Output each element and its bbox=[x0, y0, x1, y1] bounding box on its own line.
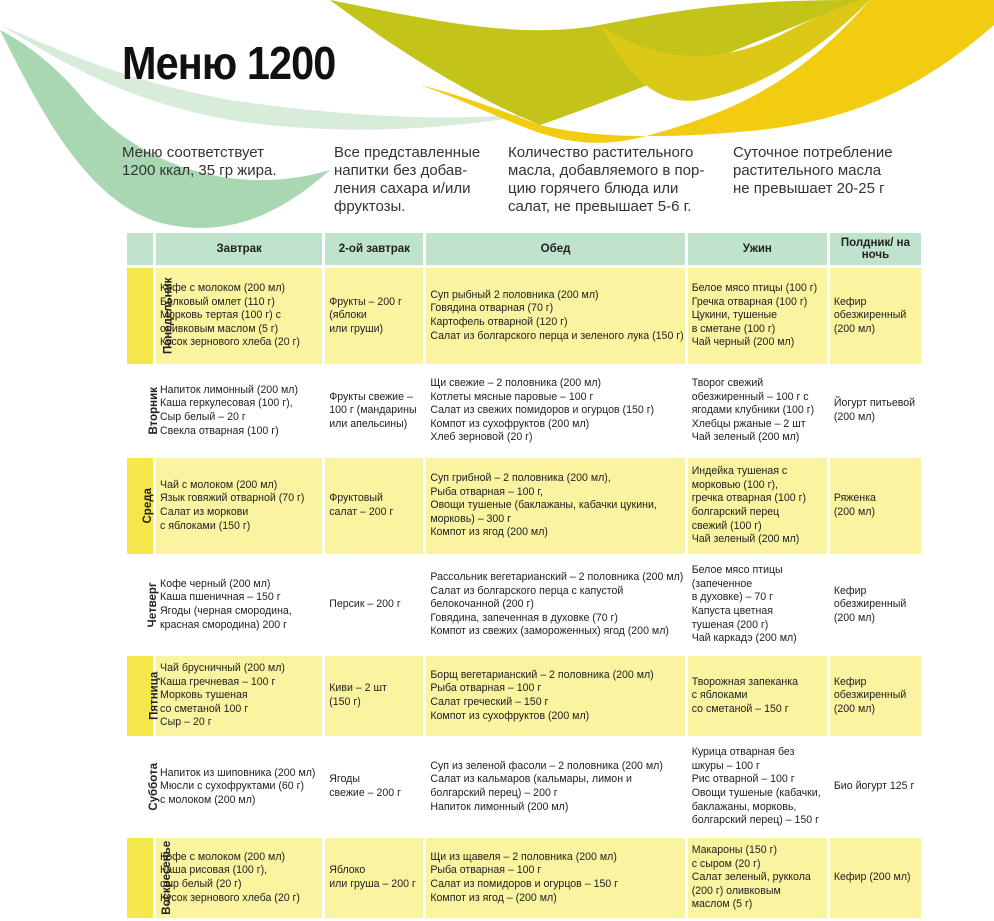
menu-item-line: Суп рыбный 2 половника (200 мл) bbox=[430, 288, 599, 301]
menu-item-line: Каша геркулесовая (100 г), bbox=[160, 397, 293, 410]
menu-item-line: Язык говяжий отварной (70 г) bbox=[160, 492, 305, 505]
menu-item-line: Ягоды (черная смородина, bbox=[160, 605, 292, 617]
dinner-cell bbox=[688, 458, 827, 554]
menu-item-line: болгарский перец) – 200 г bbox=[430, 787, 558, 799]
menu-item-line: обезжиренный bbox=[833, 598, 907, 611]
menu-item-line: Рыба отварная – 100 г bbox=[430, 682, 542, 695]
second-breakfast-cell bbox=[325, 367, 423, 455]
menu-item-line: сыр белый (20 г) bbox=[160, 878, 242, 890]
menu-item-line: или груши) bbox=[329, 322, 384, 335]
lunch-cell bbox=[426, 367, 684, 455]
menu-item-line: Ряженка bbox=[833, 492, 876, 505]
menu-item-line: белокочанной (200 г) bbox=[430, 598, 534, 611]
table-header-row bbox=[127, 233, 921, 265]
lunch-cell bbox=[426, 656, 684, 736]
snack-cell bbox=[830, 739, 921, 835]
menu-item-line: Кофе с молоком (200 мл) bbox=[160, 282, 286, 295]
menu-item-line: Напиток лимонный (200 мл) bbox=[160, 383, 299, 396]
note-oil-daily: Суточное потребление растительного масла не превышает 20-25 г bbox=[733, 144, 893, 197]
menu-item-line: Кусок зернового хлеба (20 г) bbox=[160, 891, 300, 904]
table-row bbox=[127, 838, 921, 918]
header-breakfast: Завтрак bbox=[156, 233, 322, 265]
menu-item-line: красная смородина) 200 г bbox=[160, 618, 287, 631]
menu-item-line: морковь) – 300 г bbox=[430, 512, 512, 525]
menu-item-line: Салат греческий – 150 г bbox=[430, 696, 549, 708]
menu-item-line: Чай брусничный (200 мл) bbox=[160, 662, 285, 675]
lunch-cell bbox=[426, 838, 684, 918]
menu-item-line: Рассольник вегетарианский – 2 половника (200 мл) bbox=[430, 571, 684, 584]
menu-item-line: (200 мл) bbox=[833, 411, 875, 423]
menu-item-line: Белковый омлет (110 г) bbox=[160, 295, 275, 308]
menu-item-line: Гречка отварная (100 г) bbox=[691, 295, 808, 308]
second-breakfast-cell bbox=[325, 838, 423, 918]
menu-item-line: Кефир bbox=[833, 584, 867, 597]
day-label-cell bbox=[127, 557, 159, 653]
menu-item-line: баклажаны, морковь, bbox=[691, 800, 797, 813]
menu-item-line: шкуры – 100 г bbox=[691, 759, 760, 772]
header-dinner: Ужин bbox=[688, 233, 827, 265]
menu-item-line: Чай зеленый (200 мл) bbox=[691, 533, 800, 546]
menu-item-line: Чай с молоком (200 мл) bbox=[160, 478, 278, 491]
menu-item-line: Каша пшеничная – 150 г bbox=[160, 591, 281, 604]
menu-item-line: Белое мясо птицы (100 г) bbox=[691, 282, 818, 295]
menu-item-line: со сметаной 100 г bbox=[160, 702, 249, 715]
second-breakfast-cell bbox=[325, 268, 423, 364]
menu-item-line: Чай черный (200 мл) bbox=[691, 336, 795, 349]
lunch-cell bbox=[426, 739, 684, 835]
menu-item-line: Кефир bbox=[833, 295, 867, 308]
note-oil-portion: Количество растительного масла, добавляемого в пор- цию горячего блюда или салат, не превышает 5-6 г. bbox=[508, 144, 705, 215]
menu-item-line: Фрукты свежие – bbox=[329, 390, 413, 403]
menu-item-line: Салат из свежих помидоров и огурцов (150 г) bbox=[430, 404, 655, 417]
dinner-cell bbox=[688, 367, 827, 455]
menu-item-line: Напиток лимонный (200 мл) bbox=[430, 800, 569, 813]
menu-item-line: Белое мясо птицы bbox=[691, 564, 783, 577]
menu-item-line: Чай каркадэ (200 мл) bbox=[691, 632, 797, 645]
menu-item-line: Кофе с молоком (200 мл) bbox=[160, 850, 286, 863]
menu-item-line: Компот из ягод – (200 мл) bbox=[430, 891, 557, 904]
table-row bbox=[127, 656, 921, 736]
menu-item-line: (200 мл) bbox=[833, 322, 875, 335]
menu-item-line: Каша гречневая – 100 г bbox=[160, 675, 276, 688]
table-row bbox=[127, 268, 921, 364]
menu-item-line: Творог свежий bbox=[691, 377, 764, 390]
menu-item-line: Курица отварная без bbox=[691, 746, 795, 759]
menu-item-line: свежий (100 г) bbox=[691, 519, 762, 532]
menu-item-line: Капуста цветная bbox=[691, 605, 773, 617]
menu-table bbox=[124, 230, 924, 921]
menu-item-line: (200 мл) bbox=[833, 702, 875, 715]
menu-item-line: Салат из болгарского перца с капустой bbox=[430, 584, 624, 597]
table-row bbox=[127, 557, 921, 653]
dinner-cell bbox=[688, 838, 827, 918]
day-label-cell bbox=[127, 838, 174, 918]
header-snack: Полдник/ на ночь bbox=[830, 233, 921, 265]
menu-item-line: Кофе черный (200 мл) bbox=[160, 577, 271, 590]
menu-item-line: (яблоки bbox=[329, 309, 367, 322]
menu-item-line: ягодами клубники (100 г) bbox=[691, 404, 815, 417]
menu-item-line: обезжиренный bbox=[833, 309, 907, 322]
menu-item-line: Компот из ягод (200 мл) bbox=[430, 526, 548, 539]
menu-item-line: Компот из сухофруктов (200 мл) bbox=[430, 709, 590, 722]
table-row bbox=[127, 458, 921, 554]
menu-item-line: в духовке) – 70 г bbox=[691, 591, 773, 604]
snack-cell bbox=[830, 557, 921, 653]
lunch-cell bbox=[426, 268, 684, 364]
menu-item-line: Кефир (200 мл) bbox=[833, 871, 911, 884]
menu-item-line: Сыр белый – 20 г bbox=[160, 411, 246, 423]
menu-item-line: Яблоко bbox=[329, 864, 366, 877]
menu-item-line: (200 мл) bbox=[833, 611, 875, 624]
menu-item-line: Рыба отварная – 100 г bbox=[430, 864, 542, 877]
menu-item-line: (200 г) оливковым bbox=[691, 884, 781, 897]
note-drinks: Все представленные напитки без добав- ления сахара и/или фруктозы. bbox=[334, 144, 481, 215]
menu-item-line: Салат из моркови bbox=[160, 506, 249, 518]
dinner-cell bbox=[688, 268, 827, 364]
menu-item-line: или апельсины) bbox=[329, 417, 408, 430]
menu-item-line: Овощи тушеные (баклажаны, кабачки цукини, bbox=[430, 499, 657, 512]
menu-item-line: Каша рисовая (100 г), bbox=[160, 864, 268, 877]
day-label-cell bbox=[127, 458, 153, 554]
day-name: Суббота bbox=[148, 763, 161, 811]
menu-item-line: Киви – 2 шт bbox=[329, 682, 387, 695]
menu-item-line: Чай зеленый (200 мл) bbox=[691, 431, 800, 444]
second-breakfast-cell bbox=[325, 739, 423, 835]
menu-item-line: Био йогурт 125 г bbox=[833, 780, 915, 793]
breakfast-cell bbox=[156, 557, 322, 653]
menu-item-line: Рис отварной – 100 г bbox=[691, 773, 795, 786]
menu-item-line: Кефир bbox=[833, 675, 867, 688]
day-name: Понедельник bbox=[162, 277, 175, 355]
menu-item-line: Хлеб зерновой (20 г) bbox=[430, 431, 533, 444]
note-calories: Меню соответствует 1200 ккал, 35 гр жира. bbox=[122, 144, 277, 179]
menu-item-line: обезжиренный – 100 г с bbox=[691, 390, 809, 403]
breakfast-cell bbox=[156, 739, 322, 835]
menu-item-line: Салат из болгарского перца и зеленого лука (150 г) bbox=[430, 329, 684, 342]
table-row bbox=[127, 367, 921, 455]
menu-item-line: Картофель отварной (120 г) bbox=[430, 316, 568, 328]
menu-item-line: Говядина отварная (70 г) bbox=[430, 302, 554, 315]
snack-cell bbox=[830, 268, 921, 364]
day-name: Воскресенье bbox=[161, 841, 174, 915]
snack-cell bbox=[830, 367, 921, 455]
menu-item-line: Кусок зернового хлеба (20 г) bbox=[160, 336, 300, 349]
menu-item-line: Творожная запеканка bbox=[691, 675, 799, 688]
header-corner bbox=[127, 233, 153, 265]
menu-item-line: Котлеты мясные паровые – 100 г bbox=[430, 390, 594, 403]
menu-item-line: Салат из помидоров и огурцов – 150 г bbox=[430, 878, 619, 890]
second-breakfast-cell bbox=[325, 458, 423, 554]
menu-item-line: Овощи тушеные (кабачки, bbox=[691, 787, 821, 799]
menu-item-line: Индейка тушеная с bbox=[691, 465, 788, 478]
menu-item-line: с сыром (20 г) bbox=[691, 857, 761, 870]
menu-item-line: Щи из щавеля – 2 половника (200 мл) bbox=[430, 850, 617, 863]
day-name: Пятница bbox=[148, 671, 161, 721]
breakfast-cell bbox=[156, 838, 322, 918]
header-lunch: Обед bbox=[426, 233, 684, 265]
menu-item-line: Говядина, запеченная в духовке (70 г) bbox=[430, 611, 618, 624]
dinner-cell bbox=[688, 739, 827, 835]
menu-item-line: Борщ вегетарианский – 2 половника (200 мл) bbox=[430, 668, 654, 681]
day-name: Четверг bbox=[146, 582, 159, 628]
menu-item-line: обезжиренный bbox=[833, 689, 907, 702]
breakfast-cell bbox=[156, 458, 322, 554]
day-name: Вторник bbox=[147, 387, 160, 435]
menu-item-line: с яблоками (150 г) bbox=[160, 519, 251, 532]
page-title: Меню 1200 bbox=[122, 37, 336, 89]
menu-item-line: оливковым маслом (5 г) bbox=[160, 322, 279, 335]
menu-item-line: Напиток из шиповника (200 мл) bbox=[160, 766, 316, 779]
menu-item-line: Хлебцы ржаные – 2 шт bbox=[691, 417, 806, 430]
dinner-cell bbox=[688, 557, 827, 653]
menu-item-line: болгарский перец) – 150 г bbox=[691, 814, 819, 827]
header-second-breakfast: 2-ой завтрак bbox=[325, 233, 423, 265]
menu-item-line: (запеченное bbox=[691, 577, 753, 590]
menu-item-line: с молоком (200 мл) bbox=[160, 793, 256, 806]
menu-item-line: Морковь тертая (100 г) с bbox=[160, 309, 281, 322]
menu-item-line: болгарский перец bbox=[691, 506, 780, 518]
menu-item-line: Компот из сухофруктов (200 мл) bbox=[430, 417, 590, 430]
menu-item-line: Морковь тушеная bbox=[160, 689, 248, 702]
menu-item-line: (200 мл) bbox=[833, 506, 875, 518]
menu-item-line: морковью (100 г), bbox=[691, 478, 778, 491]
menu-item-line: салат – 200 г bbox=[329, 506, 394, 518]
menu-item-line: гречка отварная (100 г) bbox=[691, 492, 806, 505]
menu-item-line: Сыр – 20 г bbox=[160, 716, 212, 729]
menu-item-line: Персик – 200 г bbox=[329, 598, 401, 611]
menu-item-line: Фруктовый bbox=[329, 492, 383, 505]
menu-item-line: Суп из зеленой фасоли – 2 половника (200 мл) bbox=[430, 759, 663, 772]
menu-item-line: в сметане (100 г) bbox=[691, 322, 776, 335]
snack-cell bbox=[830, 656, 921, 736]
breakfast-cell bbox=[156, 367, 322, 455]
menu-item-line: Салат из кальмаров (кальмары, лимон и bbox=[430, 773, 632, 786]
menu-item-line: Суп грибной – 2 половника (200 мл), bbox=[430, 472, 611, 485]
snack-cell bbox=[830, 458, 921, 554]
menu-item-line: Компот из свежих (замороженных) ягод (200 мл) bbox=[430, 625, 669, 638]
day-name: Среда bbox=[141, 488, 154, 524]
menu-item-line: Цукини, тушеные bbox=[691, 309, 778, 322]
menu-item-line: Ягоды bbox=[329, 773, 360, 786]
lunch-cell bbox=[426, 557, 684, 653]
breakfast-cell bbox=[156, 268, 322, 364]
menu-item-line: Макароны (150 г) bbox=[691, 844, 778, 857]
menu-item-line: со сметаной – 150 г bbox=[691, 702, 789, 715]
menu-item-line: Мюсли с сухофруктами (60 г) bbox=[160, 780, 304, 793]
lunch-cell bbox=[426, 458, 684, 554]
snack-cell bbox=[830, 838, 921, 918]
table-row bbox=[127, 739, 921, 835]
day-label-cell bbox=[127, 367, 160, 455]
breakfast-cell bbox=[156, 656, 322, 736]
menu-item-line: тушеная (200 г) bbox=[691, 618, 769, 631]
menu-item-line: с яблоками bbox=[691, 689, 748, 702]
second-breakfast-cell bbox=[325, 557, 423, 653]
menu-item-line: (150 г) bbox=[329, 696, 361, 708]
menu-item-line: Рыба отварная – 100 г, bbox=[430, 485, 543, 498]
second-breakfast-cell bbox=[325, 656, 423, 736]
menu-item-line: Фрукты – 200 г bbox=[329, 295, 402, 308]
menu-item-line: Салат зеленый, руккола bbox=[691, 871, 811, 884]
menu-item-line: Йогурт питьевой bbox=[833, 397, 916, 410]
day-label-cell bbox=[127, 739, 161, 835]
menu-item-line: 100 г (мандарины bbox=[329, 404, 417, 417]
menu-item-line: маслом (5 г) bbox=[691, 898, 753, 911]
menu-item-line: или груша – 200 г bbox=[329, 878, 416, 890]
menu-item-line: Свекла отварная (100 г) bbox=[160, 424, 279, 437]
dinner-cell bbox=[688, 656, 827, 736]
day-label-cell bbox=[127, 656, 161, 736]
menu-item-line: Щи свежие – 2 половника (200 мл) bbox=[430, 377, 602, 390]
menu-item-line: свежие – 200 г bbox=[329, 787, 401, 799]
day-label-cell bbox=[127, 268, 175, 364]
